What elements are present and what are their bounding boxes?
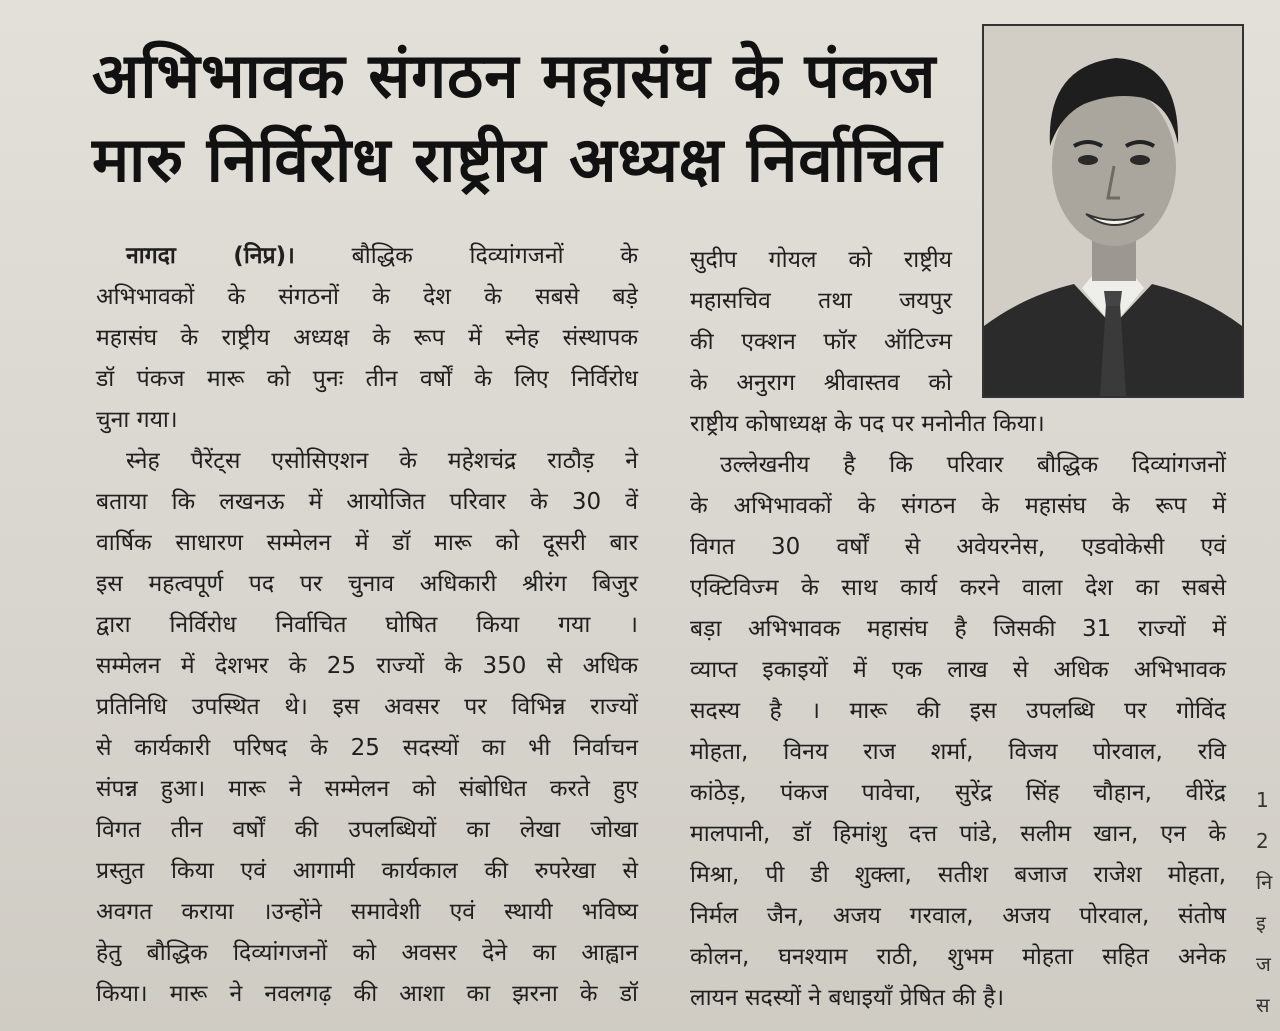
- paragraph-line: लायन सदस्यों ने बधाइयाँ प्रेषित की है।: [690, 985, 1005, 1011]
- fragment-text: स: [1256, 993, 1270, 1017]
- paragraph-line: डॉ पंकज मारू को पुनः तीन वर्षों के लिए निर्विरोध: [96, 366, 638, 392]
- paragraph-line: उल्लेखनीय है कि परिवार बौद्धिक दिव्यांगजनों: [720, 452, 1226, 478]
- paragraph-line: महासचिव तथा जयपुर: [690, 288, 952, 314]
- paragraph-line: राष्ट्रीय कोषाध्यक्ष के पद पर मनोनीत किया।: [690, 411, 1045, 437]
- paragraph-line: के अभिभावकों के संगठन के महासंघ के रूप में: [690, 493, 1226, 519]
- headline-line-2: मारु निर्विरोध राष्ट्रीय अध्यक्ष निर्वाचित: [92, 123, 943, 196]
- paragraph-line: की एक्शन फॉर ऑटिज्म: [690, 329, 952, 355]
- paragraph-line: द्वारा निर्विरोध निर्वाचित घोषित किया गया ।: [96, 612, 638, 638]
- paragraph-line: संपन्न हुआ। मारू ने सम्मेलन को संबोधित करते हुए: [96, 776, 638, 802]
- portrait-photo: [982, 24, 1244, 398]
- paragraph-line: महासंघ के राष्ट्रीय अध्यक्ष के रूप में स्नेह संस्थापक: [96, 325, 638, 351]
- paragraph-line: कांठेड़, पंकज पावेचा, सुरेंद्र सिंह चौहान, वीरेंद्र: [690, 780, 1226, 806]
- paragraph-line: अभिभावकों के संगठनों के देश के सबसे बड़े: [96, 284, 638, 310]
- paragraph-line: निर्मल जैन, अजय गरवाल, अजय पोरवाल, संतोष: [690, 903, 1226, 929]
- paragraph-line: प्रस्तुत किया एवं आगामी कार्यकाल की रुपरेखा से: [96, 858, 638, 884]
- adjacent-column-fragment: [1256, 780, 1272, 1026]
- fragment-text: 2: [1256, 829, 1269, 853]
- fragment-text: इ: [1256, 911, 1266, 935]
- portrait-illustration: [984, 26, 1242, 396]
- paragraph-line: सम्मेलन में देशभर के 25 राज्यों के 350 से अधिक: [96, 653, 638, 679]
- paragraph-line: किया। मारू ने नवलगढ़ की आशा का झरना के डॉ: [96, 981, 638, 1007]
- paragraph-line: एक्टिविज्म के साथ कार्य करने वाला देश का सबसे: [690, 575, 1226, 601]
- fragment-text: नि: [1256, 870, 1273, 894]
- paragraph-line: विगत तीन वर्षों की उपलब्धियों का लेखा जोखा: [96, 817, 638, 843]
- dateline: नागदा (निप्र)।: [126, 243, 295, 269]
- paragraph-line: मोहता, विनय राज शर्मा, विजय पोरवाल, रवि: [690, 739, 1226, 765]
- paragraph-line: बताया कि लखनऊ में आयोजित परिवार के 30 वें: [96, 489, 638, 515]
- paragraph-line: मिश्रा, पी डी शुक्ला, सतीश बजाज राजेश मोहता,: [690, 862, 1226, 888]
- paragraph-line: [96, 236, 638, 277]
- paragraph-line: बड़ा अभिभावक महासंघ है जिसकी 31 राज्यों में: [690, 616, 1226, 642]
- paragraph-line: व्याप्त इकाइयों में एक लाख से अधिक अभिभावक: [690, 657, 1226, 683]
- paragraph-line: के अनुराग श्रीवास्तव को: [690, 370, 952, 396]
- fragment-text: 1: [1256, 788, 1269, 812]
- fragment-text: ज: [1256, 952, 1271, 976]
- column-right: [690, 404, 1226, 1019]
- paragraph-line: सुदीप गोयल को राष्ट्रीय: [690, 247, 952, 273]
- paragraph-line: अवगत कराया ।उन्होंने समावेशी एवं स्थायी भविष्य: [96, 899, 638, 925]
- column-left: [96, 236, 638, 1015]
- paragraph-line: हेतु बौद्धिक दिव्यांगजनों को अवसर देने का आह्वान: [96, 940, 638, 966]
- paragraph-line: सदस्य है । मारू की इस उपलब्धि पर गोविंद: [690, 698, 1226, 724]
- paragraph-line: वार्षिक साधारण सम्मेलन में डॉ मारू को दूसरी बार: [96, 530, 638, 556]
- paragraph-line: मालपानी, डॉ हिमांशु दत्त पांडे, सलीम खान, एन के: [690, 821, 1226, 847]
- headline-line-1: अभिभावक संगठन महासंघ के पंकज: [92, 39, 937, 112]
- column-right-top: [690, 240, 952, 404]
- paragraph-line: विगत 30 वर्षों से अवेयरनेस, एडवोकेसी एवं: [690, 534, 1226, 560]
- paragraph-line: कोलन, घनश्याम राठी, शुभम मोहता सहित अनेक: [690, 944, 1226, 970]
- paragraph-line: प्रतिनिधि उपस्थित थे। इस अवसर पर विभिन्न राज्यों: [96, 694, 638, 720]
- text-line: बौद्धिक दिव्यांगजनों के: [351, 243, 638, 269]
- paragraph-line: चुना गया।: [96, 407, 178, 433]
- paragraph-line: इस महत्वपूर्ण पद पर चुनाव अधिकारी श्रीरंग बिजुर: [96, 571, 638, 597]
- paragraph-line: स्नेह पैरेंट्स एसोसिएशन के महेशचंद्र राठौड़ ने: [126, 448, 638, 474]
- paragraph-line: से कार्यकारी परिषद के 25 सदस्यों का भी निर्वाचन: [96, 735, 638, 761]
- headline: [92, 34, 972, 202]
